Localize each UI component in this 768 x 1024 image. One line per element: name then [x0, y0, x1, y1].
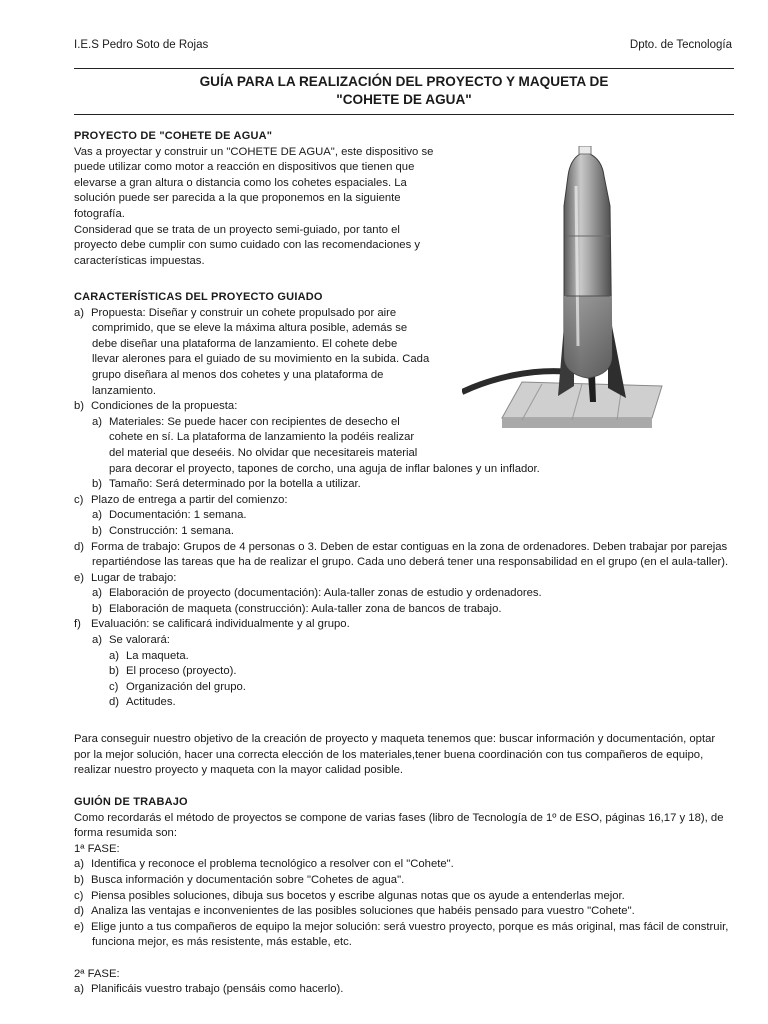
- list-text: Elaboración de proyecto (documentación): Aula-taller zonas de estudio y ordenadores.: [109, 587, 542, 600]
- list-marker: f): [74, 618, 81, 631]
- list-marker: a): [109, 649, 120, 662]
- list-continuation: funciona mejor, es más resistente, más estable, etc.: [92, 936, 352, 949]
- list-text: Materiales: Se puede hacer con recipientes de desecho el: [109, 415, 400, 428]
- list-item: [74, 889, 744, 905]
- list-item: [74, 695, 744, 711]
- list-text: La maqueta.: [126, 649, 189, 662]
- objective-line: realizar nuestro proyecto y maqueta con la mayor calidad posible.: [74, 764, 404, 777]
- list-item: [74, 602, 744, 618]
- list-marker: b): [92, 602, 103, 615]
- intro-line: Considerad que se trata de un proyecto semi-guiado, por tanto el: [74, 223, 400, 236]
- list-marker: e): [74, 920, 85, 933]
- work-guide-intro-line: forma resumida son:: [74, 827, 177, 840]
- objective-paragraph: [74, 732, 744, 779]
- intro-heading: PROYECTO DE "COHETE DE AGUA": [74, 130, 273, 142]
- objective-line: por la mejor solución, hacer una correcta elección de los materiales,tener buena coordinación con tus compañeros de equipo,: [74, 748, 704, 761]
- list-item: [74, 306, 744, 322]
- header-department: Dpto. de Tecnología: [629, 39, 732, 51]
- intro-line: proyecto debe cumplir con sumo cuidado con las recomendaciones y: [74, 239, 421, 252]
- intro-line: Vas a proyectar y construir un "COHETE DE AGUA", este dispositivo se: [74, 145, 434, 158]
- list-text: Lugar de trabajo:: [91, 571, 177, 584]
- list-item: [74, 524, 744, 540]
- list-item: [74, 982, 744, 998]
- list-marker: c): [109, 680, 119, 693]
- list-text: Elige junto a tus compañeros de equipo la mejor solución: será vuestro proyecto, porque es más original, mas fácil de construir,: [91, 920, 729, 933]
- list-item: [74, 493, 744, 509]
- list-text: Forma de trabajo: Grupos de 4 personas o 3. Deben de estar contiguas en la zona de ordenadores. Deben trabajar por parejas: [91, 540, 728, 553]
- list-text: Identifica y reconoce el problema tecnológico a resolver con el "Cohete".: [91, 858, 454, 871]
- title-line-2: "COHETE DE AGUA": [336, 92, 472, 107]
- list-continuation: debe diseñar una plataforma de lanzamiento. El cohete debe: [92, 337, 398, 350]
- intro-line: puede utilizar como motor a reacción en dispositivos que tienen que: [74, 161, 415, 174]
- list-item: [74, 920, 744, 936]
- intro-line: fotografía.: [74, 207, 125, 220]
- list-marker: a): [92, 587, 103, 600]
- list-text: Se valorará:: [109, 634, 170, 647]
- intro-line: solución puede ser parecida a la que proponemos en la siguiente: [74, 192, 401, 205]
- list-text: Analiza las ventajas e inconvenientes de las posibles soluciones que habéis pensado para vuestro "Cohete".: [91, 905, 635, 918]
- list-marker: a): [92, 415, 103, 428]
- spacer: [74, 951, 744, 967]
- title-rule-top: [74, 68, 734, 69]
- objective-line: Para conseguir nuestro objetivo de la creación de proyecto y maqueta tenemos que: buscar información y documentación, optar: [74, 733, 716, 745]
- list-marker: b): [92, 478, 103, 491]
- list-item: [74, 586, 744, 602]
- list-text: Evaluación: se calificará individualmente y al grupo.: [91, 618, 350, 631]
- list-marker: d): [109, 696, 120, 709]
- characteristics-section: [74, 290, 744, 711]
- work-guide-intro-line: Como recordarás el método de proyectos se compone de varias fases (libro de Tecnología de 1º de ESO, páginas 16,17 y 18), de: [74, 811, 724, 824]
- list-item: [74, 415, 744, 431]
- list-text: Planificáis vuestro trabajo (pensáis como hacerlo).: [91, 983, 344, 996]
- list-marker: b): [109, 665, 120, 678]
- list-item: [74, 540, 744, 556]
- list-text: Organización del grupo.: [126, 680, 246, 693]
- phase-2-label: 2ª FASE:: [74, 967, 120, 980]
- intro-section: [74, 129, 454, 269]
- list-text: Plazo de entrega a partir del comienzo:: [91, 493, 288, 506]
- page-title: [74, 73, 734, 109]
- list-marker: a): [74, 306, 85, 319]
- list-marker: a): [74, 858, 85, 871]
- list-item: [74, 477, 744, 493]
- list-item: [74, 571, 744, 587]
- list-marker: d): [74, 540, 85, 553]
- list-item: [74, 873, 744, 889]
- list-item: [74, 857, 744, 873]
- list-text: Construcción: 1 semana.: [109, 524, 234, 537]
- list-text: El proceso (proyecto).: [126, 665, 237, 678]
- header-school: I.E.S Pedro Soto de Rojas: [74, 39, 209, 51]
- list-marker: a): [74, 983, 85, 996]
- phase-1-label: 1ª FASE:: [74, 842, 120, 855]
- title-line-1: GUÍA PARA LA REALIZACIÓN DEL PROYECTO Y MAQUETA DE: [199, 74, 609, 89]
- work-guide-section: [74, 795, 744, 998]
- list-item: [74, 617, 744, 633]
- list-marker: b): [74, 400, 85, 413]
- list-continuation: cohete en sí. La plataforma de lanzamiento la podéis realizar: [109, 431, 415, 444]
- list-item: [74, 680, 744, 696]
- list-marker: a): [92, 634, 103, 647]
- list-marker: a): [92, 509, 103, 522]
- list-continuation: para decorar el proyecto, tapones de corcho, una aguja de inflar balones y un inflador.: [109, 462, 540, 475]
- list-text: Piensa posibles soluciones, dibuja sus bocetos y escribe algunas notas que os ayude a entenderlas mejor.: [91, 889, 625, 902]
- list-text: Actitudes.: [126, 696, 176, 709]
- list-item: [74, 633, 744, 649]
- intro-line: elevarse a gran altura o distancia como los cohetes espaciales. La: [74, 176, 407, 189]
- list-item: [74, 399, 744, 415]
- list-marker: c): [74, 889, 84, 902]
- list-item: [74, 664, 744, 680]
- list-text: Documentación: 1 semana.: [109, 509, 247, 522]
- list-continuation: comprimido, que se eleve la máxima altura posible, además se: [92, 322, 408, 335]
- list-continuation: repartiéndose las tareas que ha de realizar el grupo. Cada uno deberá tener una responsabilidad en el grupo (en el aula-taller).: [92, 556, 729, 569]
- title-rule-bottom: [74, 114, 734, 115]
- characteristics-heading: CARACTERÍSTICAS DEL PROYECTO GUIADO: [74, 291, 323, 303]
- list-continuation: grupo diseñara al menos dos cohetes y una plataforma de: [92, 368, 384, 381]
- list-marker: d): [74, 905, 85, 918]
- list-text: Condiciones de la propuesta:: [91, 400, 238, 413]
- list-continuation: lanzamiento.: [92, 384, 157, 397]
- list-marker: b): [74, 873, 85, 886]
- list-text: Elaboración de maqueta (construcción): Aula-taller zona de bancos de trabajo.: [109, 602, 502, 615]
- list-continuation: llevar alerones para el guiado de su movimiento en la subida. Cada: [92, 353, 430, 366]
- work-guide-heading: GUIÓN DE TRABAJO: [74, 796, 188, 808]
- list-continuation: del material que deseéis. No olvidar que necesitareis material: [109, 446, 418, 459]
- list-marker: b): [92, 524, 103, 537]
- list-text: Propuesta: Diseñar y construir un cohete propulsado por aire: [91, 306, 397, 319]
- list-marker: c): [74, 493, 84, 506]
- list-item: [74, 508, 744, 524]
- list-text: Tamaño: Será determinado por la botella a utilizar.: [109, 478, 361, 491]
- intro-line: características impuestas.: [74, 254, 205, 267]
- list-text: Busca información y documentación sobre "Cohetes de agua".: [91, 873, 405, 886]
- list-item: [74, 904, 744, 920]
- list-item: [74, 649, 744, 665]
- list-marker: e): [74, 571, 85, 584]
